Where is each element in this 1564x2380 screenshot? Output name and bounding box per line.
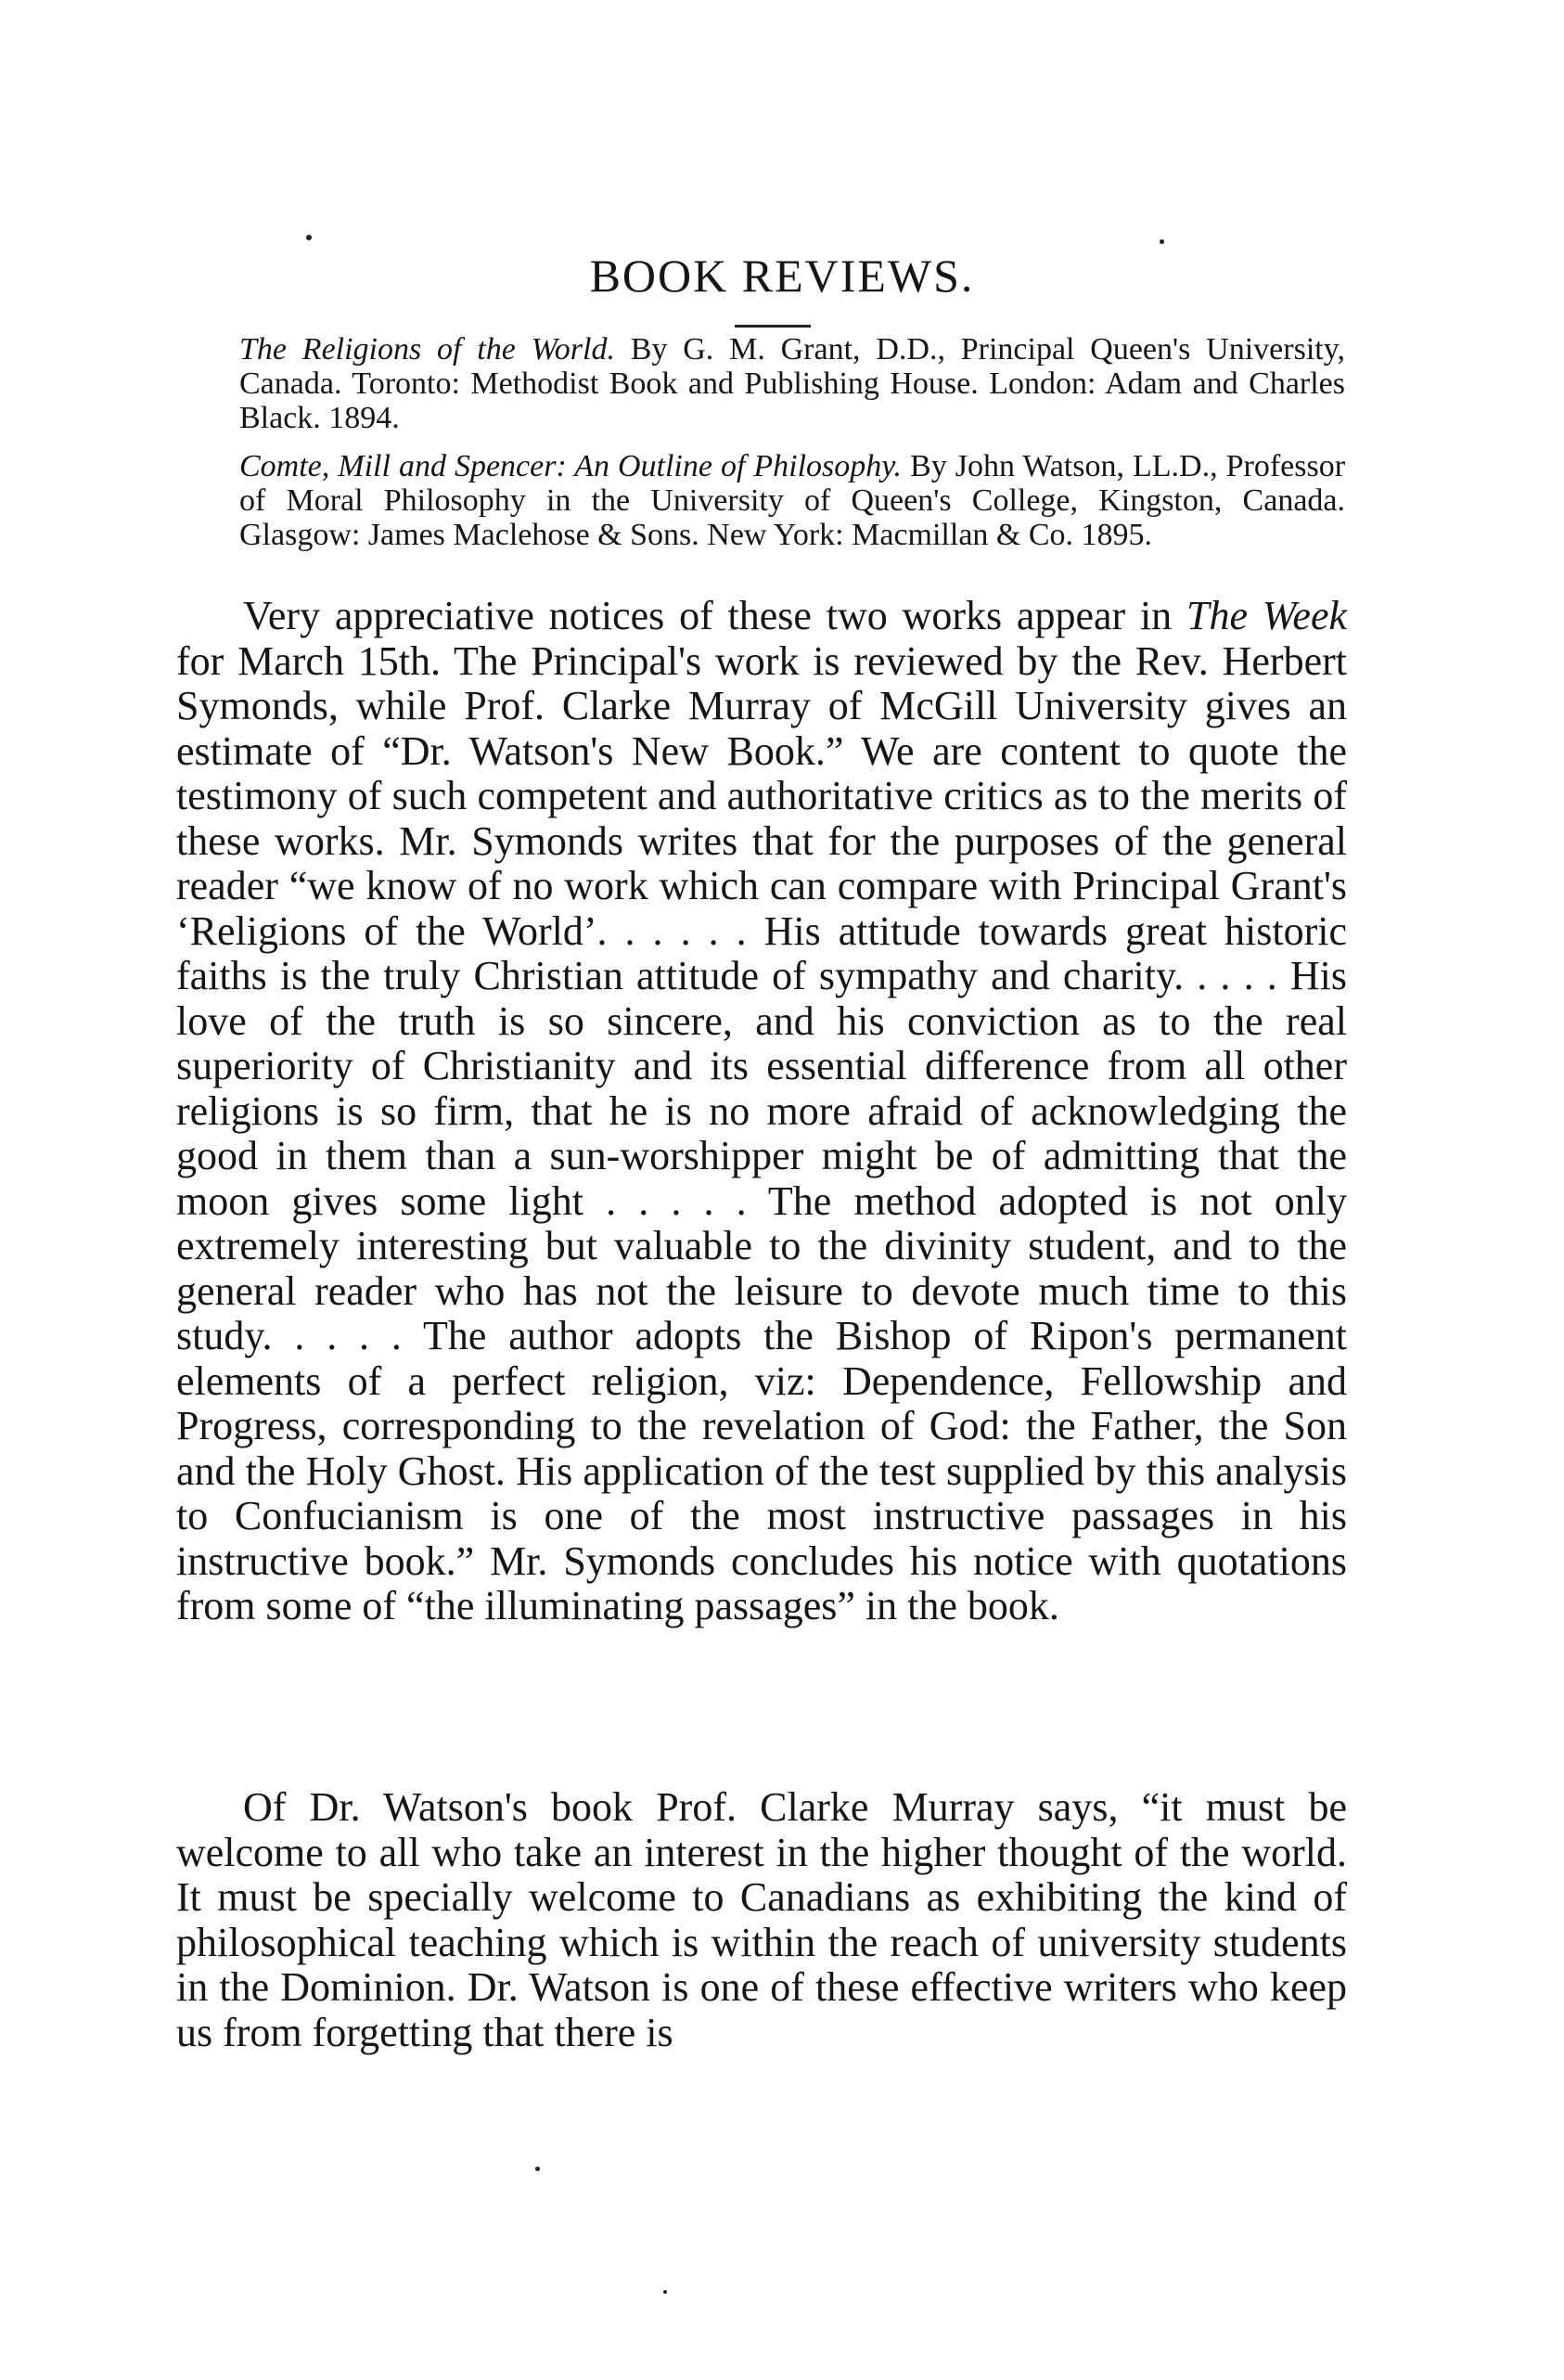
journal-title: The Week	[1186, 593, 1348, 638]
scan-speck	[663, 2290, 667, 2294]
citation-religions-of-the-world	[239, 332, 1345, 435]
scan-speck	[1160, 239, 1164, 244]
paragraph	[176, 594, 1347, 1629]
paragraph-body: for March 15th. The Principal's work is reviewed by the Rev. Herbert Symonds, while Prof. Clarke Murray of McGill University gives an estimate of “Dr. Watson's New Book.” We are content to quote the testimony of such competent and authoritative critics as to the merits of these works. Mr. Symonds writes that for the purposes of the general reader “we know of no work which can compare with Principal Grant's ‘Religions of the World’. . . . . . His attitude towards great historic faiths is the truly Christian attitude of sympathy and charity. . . . . His love of the truth is so sincere, and his conviction as to the real superiority of Christianity and its essential difference from all other religions is so firm, that he is no more afraid of acknowledging the good in them than a sun-worshipper might be of admitting that the moon gives some light . . . . . The method adopted is not only extremely interesting but valuable to the divinity student, and to the general reader who has not the leisure to devote much time to this study. . . . . The author adopts the Bishop of Ripon's permanent elements of a perfect religion, viz: Dependence, Fellowship and Progress, corresponding to the revelation of God: the Father, the Son and the Holy Ghost. His application of the test supplied by this analysis to Confucianism is one of the most instructive passages in his instructive book.” Mr. Symonds concludes his notice with quotations from some of “the illuminating passages” in the book.	[176, 637, 1347, 1628]
citation-comte-mill-spencer	[239, 449, 1345, 552]
review-paragraph-2	[176, 1785, 1347, 2055]
page-title: BOOK REVIEWS.	[589, 250, 975, 302]
review-paragraph-1	[176, 594, 1347, 1629]
citation-title: The Religions of the World.	[239, 332, 615, 367]
title-rule	[735, 325, 811, 328]
citation-details: By John Watson, LL.D., Professor of Moral Philosophy in the University of Queen's College, Kingston, Canada. Glasgow: James Maclehose & Sons. New York: Macmillan & Co. 1895.	[239, 449, 1346, 552]
scan-speck	[306, 235, 312, 240]
scan-speck	[535, 2167, 540, 2171]
paragraph: Of Dr. Watson's book Prof. Clarke Murray says, “it must be welcome to all who take an interest in the higher thought of the world. It must be specially welcome to Canadians as exhibiting the kind of philosophical teaching which is within the reach of university students in the Dominion. Dr. Watson is one of these effective writers who keep us from forgetting that there is	[176, 1784, 1347, 2055]
citation-title: Comte, Mill and Spencer: An Outline of Philosophy.	[239, 449, 903, 483]
citation-details: By G. M. Grant, D.D., Principal Queen's University, Canada. Toronto: Methodist Book and Publishing House. London: Adam and Charles Black. 1894.	[239, 332, 1345, 435]
paragraph-lead: Very appreciative notices of these two works appear in	[243, 593, 1186, 638]
